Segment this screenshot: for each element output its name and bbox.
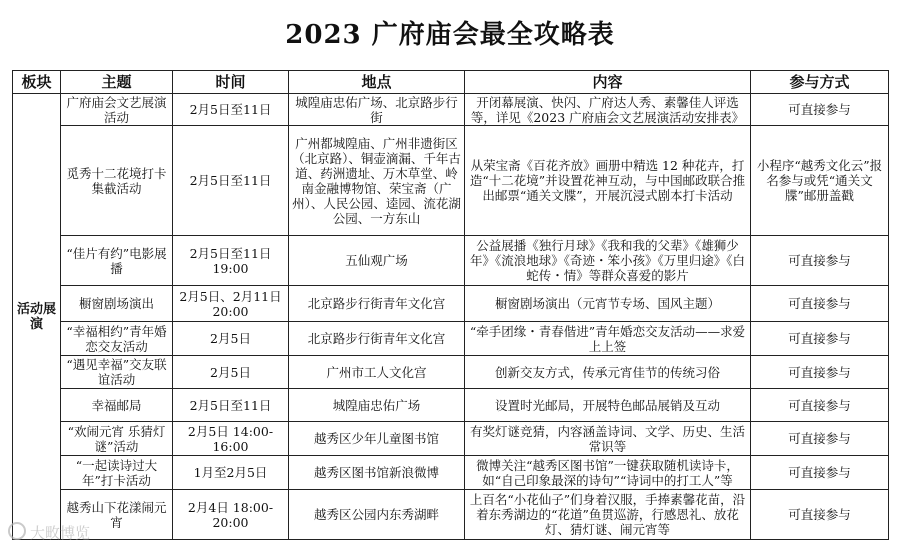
content-cell: 上百名“小花仙子”们身着汉服，手捧素馨花苗，沿着东秀湖边的“花道”鱼贯巡游，行感恩礼、放花灯、猜灯谜、闹元宵等 <box>465 490 751 540</box>
theme-cell: “佳片有约”电影展播 <box>61 236 173 286</box>
header-time: 时间 <box>173 71 289 94</box>
table-row <box>13 126 889 236</box>
table-row <box>13 94 889 126</box>
place-cell: 广州都城隍庙、广州非遗街区（北京路）、铜壶滴漏、千年古道、药洲遗址、万木草堂、岭南金融博物馆、荣宝斋（广州）、人民公园、逵园、流花湖公园、一方东山 <box>289 126 465 236</box>
time-cell: 2月5日、2月11日 20:00 <box>173 286 289 322</box>
join-cell: 可直接参与 <box>751 422 889 456</box>
watermark <box>8 522 90 543</box>
theme-cell: 越秀山下花漾闹元宵 <box>61 490 173 540</box>
time-cell: 2月4日 18:00-20:00 <box>173 490 289 540</box>
join-cell: 可直接参与 <box>751 356 889 389</box>
table-row <box>13 422 889 456</box>
time-cell: 2月5日 <box>173 356 289 389</box>
strategy-table <box>12 70 889 540</box>
join-cell: 小程序“越秀文化云”报名参与或凭“通关文牒”邮册盖戳 <box>751 126 889 236</box>
theme-cell: 广府庙会文艺展演活动 <box>61 94 173 126</box>
table-row <box>13 389 889 422</box>
time-cell: 2月5日 <box>173 322 289 356</box>
table-row <box>13 356 889 389</box>
header-section: 板块 <box>13 71 61 94</box>
time-cell: 2月5日至11日 <box>173 389 289 422</box>
place-cell: 北京路步行街青年文化宫 <box>289 322 465 356</box>
header-content: 内容 <box>465 71 751 94</box>
content-cell: 有奖灯谜竞猜，内容涵盖诗词、文学、历史、生活常识等 <box>465 422 751 456</box>
join-cell: 可直接参与 <box>751 490 889 540</box>
theme-cell: “欢闹元宵 乐猜灯谜”活动 <box>61 422 173 456</box>
content-cell: 橱窗剧场演出（元宵节专场、国风主题） <box>465 286 751 322</box>
theme-cell: “一起读诗过大年”打卡活动 <box>61 456 173 490</box>
time-cell: 1月至2月5日 <box>173 456 289 490</box>
header-theme: 主题 <box>61 71 173 94</box>
theme-cell: 幸福邮局 <box>61 389 173 422</box>
header-join: 参与方式 <box>751 71 889 94</box>
place-cell: 北京路步行街青年文化宫 <box>289 286 465 322</box>
content-cell: 公益展播《独行月球》《我和我的父辈》《雄狮少年》《流浪地球》《奇迹・笨小孩》《万里归途》《白蛇传・情》等群众喜爱的影片 <box>465 236 751 286</box>
place-cell: 城隍庙忠佑广场、北京路步行街 <box>289 94 465 126</box>
place-cell: 越秀区公园内东秀湖畔 <box>289 490 465 540</box>
place-cell: 越秀区图书馆新浪微博 <box>289 456 465 490</box>
table-row <box>13 456 889 490</box>
content-cell: 设置时光邮局，开展特色邮品展销及互动 <box>465 389 751 422</box>
table-row <box>13 236 889 286</box>
join-cell: 可直接参与 <box>751 322 889 356</box>
place-cell: 城隍庙忠佑广场 <box>289 389 465 422</box>
content-cell: 创新交友方式，传承元宵佳节的传统习俗 <box>465 356 751 389</box>
theme-cell: “幸福相约”青年婚恋交友活动 <box>61 322 173 356</box>
time-cell: 2月5日至11日 <box>173 126 289 236</box>
page-title: 2023 广府庙会最全攻略表 <box>285 20 615 50</box>
place-cell: 越秀区少年儿童图书馆 <box>289 422 465 456</box>
time-cell: 2月5日至11日 <box>173 94 289 126</box>
theme-cell: 橱窗剧场演出 <box>61 286 173 322</box>
join-cell: 可直接参与 <box>751 286 889 322</box>
place-cell: 五仙观广场 <box>289 236 465 286</box>
table-row <box>13 286 889 322</box>
place-cell: 广州市工人文化宫 <box>289 356 465 389</box>
watermark-text: 大畋博览 <box>30 524 91 542</box>
table-header-row <box>13 71 889 94</box>
join-cell: 可直接参与 <box>751 94 889 126</box>
content-cell: 从荣宝斋《百花齐放》画册中精选 12 种花卉，打造“十二花境”并设置花神互动，与中国邮政联合推出邮票“通关文牒”，开展沉浸式剧本打卡活动 <box>465 126 751 236</box>
content-cell: “牵手团缘・青春偕进”青年婚恋交友活动——求爱上上签 <box>465 322 751 356</box>
time-cell: 2月5日至11日 19:00 <box>173 236 289 286</box>
table-row <box>13 322 889 356</box>
content-cell: 开闭幕展演、快闪、广府达人秀、素馨佳人评选等，详见《2023 广府庙会文艺展演活动安排表》 <box>465 94 751 126</box>
join-cell: 可直接参与 <box>751 456 889 490</box>
content-cell: 微博关注“越秀区图书馆”一键获取随机读诗卡，如“自己印象最深的诗句”“诗词中的打工人”等 <box>465 456 751 490</box>
join-cell: 可直接参与 <box>751 236 889 286</box>
table-row <box>13 490 889 540</box>
section-cell: 活动展演 <box>13 94 61 540</box>
watermark-logo-icon <box>8 522 26 540</box>
time-cell: 2月5日 14:00-16:00 <box>173 422 289 456</box>
header-place: 地点 <box>289 71 465 94</box>
join-cell: 可直接参与 <box>751 389 889 422</box>
theme-cell: “遇见幸福”交友联谊活动 <box>61 356 173 389</box>
theme-cell: 觅秀十二花境打卡集截活动 <box>61 126 173 236</box>
